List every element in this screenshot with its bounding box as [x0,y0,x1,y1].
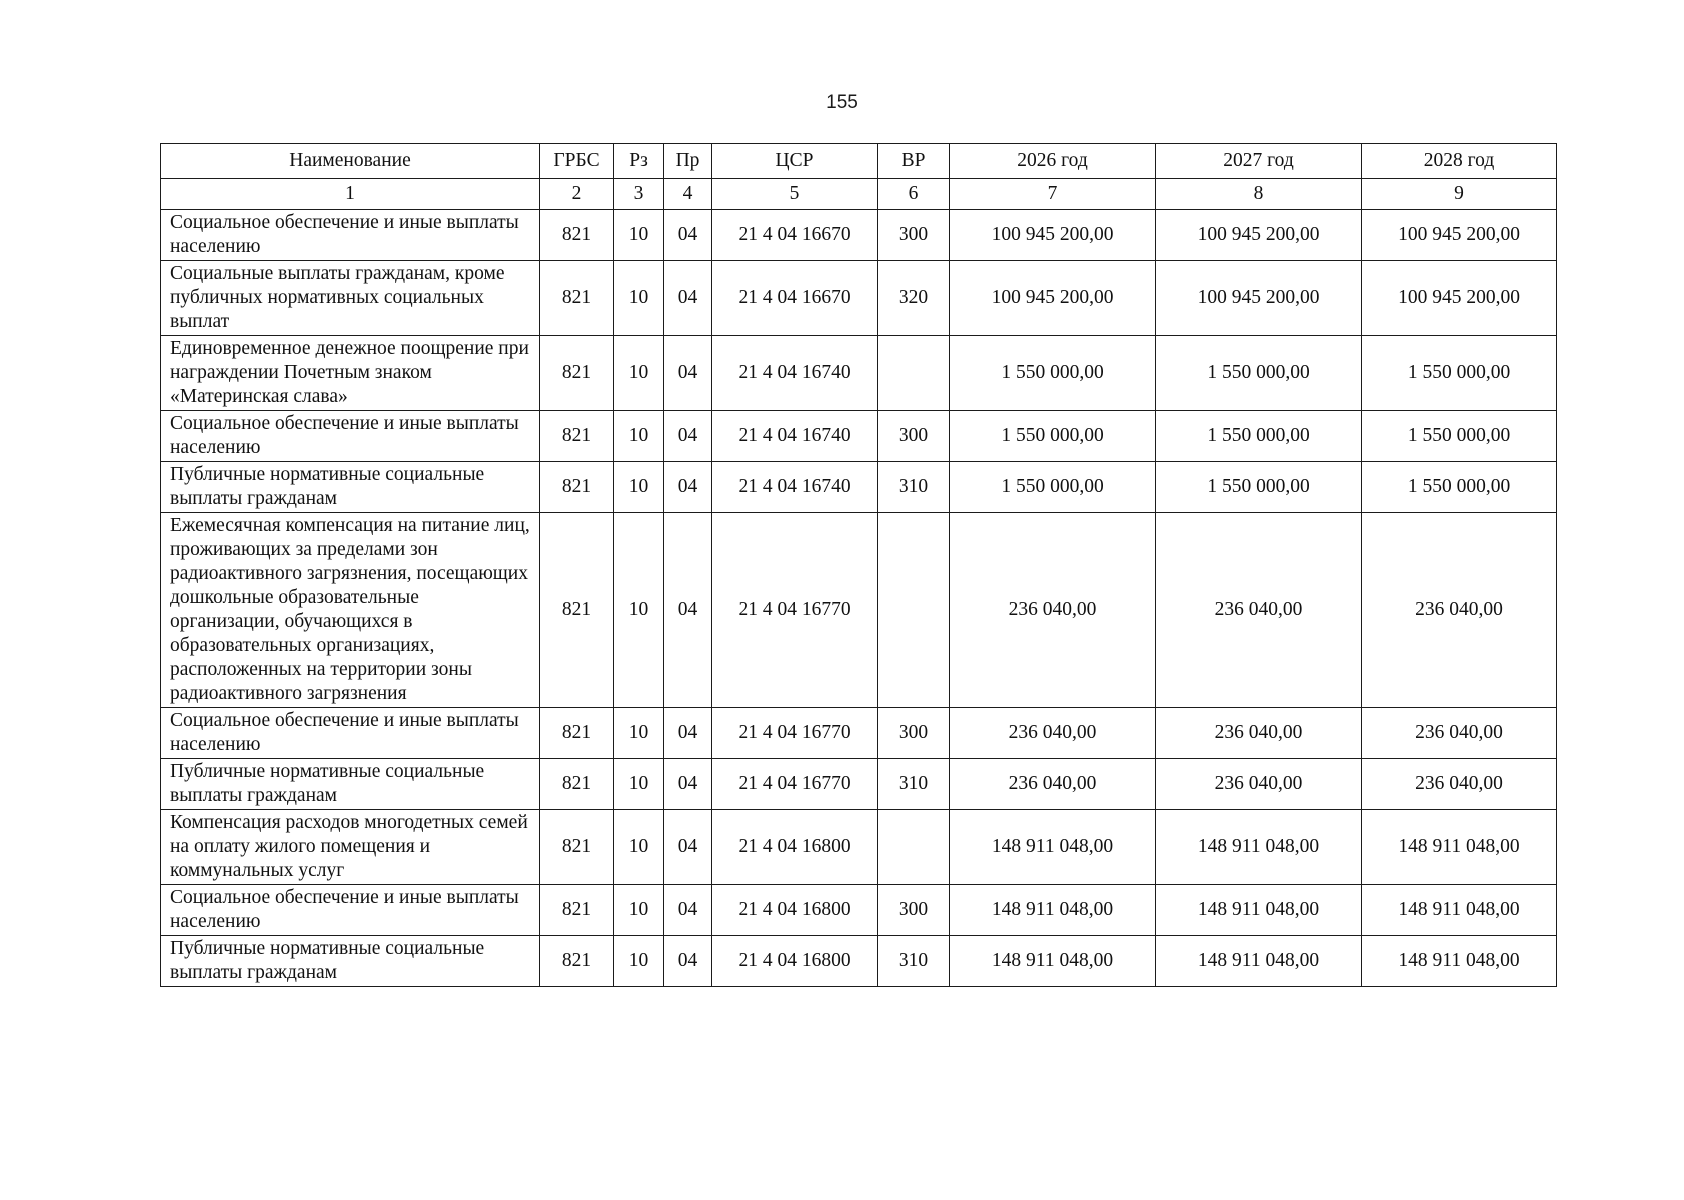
cell-name: Публичные нормативные социальные выплаты гражданам [161,462,540,513]
cell-csr: 21 4 04 16770 [712,759,878,810]
cell-grbs: 821 [540,885,614,936]
header-2028: 2028 год [1362,144,1557,179]
table-row [161,936,1557,987]
cell-grbs: 821 [540,411,614,462]
cell-2026-amount: 148 911 048,00 [950,885,1156,936]
table-row [161,411,1557,462]
cell-2027-amount: 148 911 048,00 [1156,810,1362,885]
cell-rz: 10 [614,759,664,810]
column-number: 7 [950,179,1156,210]
cell-2026-amount: 236 040,00 [950,708,1156,759]
cell-2028-amount: 1 550 000,00 [1362,462,1557,513]
table-row [161,885,1557,936]
cell-rz: 10 [614,885,664,936]
cell-pr: 04 [664,513,712,708]
cell-rz: 10 [614,513,664,708]
cell-csr: 21 4 04 16770 [712,513,878,708]
cell-vr: 300 [878,708,950,759]
cell-rz: 10 [614,936,664,987]
header-rz: Рз [614,144,664,179]
column-number: 1 [161,179,540,210]
cell-name: Социальное обеспечение и иные выплаты населению [161,885,540,936]
table-body [161,210,1557,987]
cell-2027-amount: 1 550 000,00 [1156,336,1362,411]
cell-2026-amount: 1 550 000,00 [950,462,1156,513]
header-csr: ЦСР [712,144,878,179]
cell-rz: 10 [614,210,664,261]
cell-2027-amount: 236 040,00 [1156,513,1362,708]
cell-grbs: 821 [540,261,614,336]
header-pr: Пр [664,144,712,179]
cell-2027-amount: 1 550 000,00 [1156,411,1362,462]
table-row [161,759,1557,810]
header-2026: 2026 год [950,144,1156,179]
cell-2027-amount: 1 550 000,00 [1156,462,1362,513]
cell-pr: 04 [664,411,712,462]
header-name: Наименование [161,144,540,179]
cell-2026-amount: 100 945 200,00 [950,261,1156,336]
cell-pr: 04 [664,336,712,411]
table-row [161,261,1557,336]
cell-pr: 04 [664,810,712,885]
cell-vr: 300 [878,210,950,261]
cell-csr: 21 4 04 16800 [712,885,878,936]
cell-2027-amount: 236 040,00 [1156,708,1362,759]
cell-vr [878,513,950,708]
cell-rz: 10 [614,336,664,411]
cell-rz: 10 [614,708,664,759]
cell-name: Публичные нормативные социальные выплаты гражданам [161,936,540,987]
cell-name: Социальное обеспечение и иные выплаты населению [161,708,540,759]
column-number: 6 [878,179,950,210]
table-row [161,336,1557,411]
cell-2026-amount: 148 911 048,00 [950,936,1156,987]
cell-rz: 10 [614,810,664,885]
header-grbs: ГРБС [540,144,614,179]
cell-pr: 04 [664,210,712,261]
cell-2028-amount: 236 040,00 [1362,759,1557,810]
cell-2028-amount: 100 945 200,00 [1362,210,1557,261]
cell-2028-amount: 148 911 048,00 [1362,810,1557,885]
cell-pr: 04 [664,936,712,987]
cell-pr: 04 [664,261,712,336]
table-row [161,462,1557,513]
cell-name: Ежемесячная компенсация на питание лиц, проживающих за пределами зон радиоактивного загрязнения, посещающих дошкольные образовательные организации, обучающихся в образовательных организациях, расположенных на территории зоны радиоактивного загрязнения [161,513,540,708]
cell-csr: 21 4 04 16740 [712,462,878,513]
cell-2026-amount: 236 040,00 [950,759,1156,810]
cell-name: Социальное обеспечение и иные выплаты населению [161,210,540,261]
cell-2028-amount: 148 911 048,00 [1362,936,1557,987]
budget-table [160,143,1557,987]
header-2027: 2027 год [1156,144,1362,179]
column-number-row [161,179,1557,210]
page-number: 155 [826,92,858,113]
cell-2028-amount: 236 040,00 [1362,708,1557,759]
cell-2026-amount: 1 550 000,00 [950,336,1156,411]
cell-2027-amount: 236 040,00 [1156,759,1362,810]
cell-vr [878,810,950,885]
cell-2027-amount: 148 911 048,00 [1156,936,1362,987]
cell-2026-amount: 236 040,00 [950,513,1156,708]
cell-2028-amount: 236 040,00 [1362,513,1557,708]
cell-2027-amount: 100 945 200,00 [1156,210,1362,261]
header-vr: ВР [878,144,950,179]
cell-csr: 21 4 04 16800 [712,936,878,987]
column-number: 9 [1362,179,1557,210]
cell-vr: 310 [878,759,950,810]
table-row [161,210,1557,261]
table-row [161,810,1557,885]
cell-2026-amount: 100 945 200,00 [950,210,1156,261]
column-number: 2 [540,179,614,210]
cell-vr: 310 [878,936,950,987]
cell-rz: 10 [614,411,664,462]
cell-grbs: 821 [540,462,614,513]
cell-vr [878,336,950,411]
cell-2028-amount: 148 911 048,00 [1362,885,1557,936]
cell-grbs: 821 [540,513,614,708]
cell-2026-amount: 148 911 048,00 [950,810,1156,885]
cell-csr: 21 4 04 16740 [712,411,878,462]
cell-grbs: 821 [540,759,614,810]
cell-2026-amount: 1 550 000,00 [950,411,1156,462]
cell-csr: 21 4 04 16800 [712,810,878,885]
cell-grbs: 821 [540,810,614,885]
cell-pr: 04 [664,462,712,513]
cell-csr: 21 4 04 16740 [712,336,878,411]
column-number: 3 [614,179,664,210]
cell-name: Единовременное денежное поощрение при награждении Почетным знаком «Материнская слава» [161,336,540,411]
cell-pr: 04 [664,885,712,936]
cell-2028-amount: 1 550 000,00 [1362,411,1557,462]
table-row [161,708,1557,759]
cell-name: Компенсация расходов многодетных семей на оплату жилого помещения и коммунальных услуг [161,810,540,885]
cell-csr: 21 4 04 16770 [712,708,878,759]
cell-2027-amount: 148 911 048,00 [1156,885,1362,936]
header-row [161,144,1557,179]
column-number: 5 [712,179,878,210]
cell-vr: 310 [878,462,950,513]
cell-2027-amount: 100 945 200,00 [1156,261,1362,336]
cell-csr: 21 4 04 16670 [712,210,878,261]
column-number: 4 [664,179,712,210]
cell-rz: 10 [614,261,664,336]
cell-vr: 300 [878,411,950,462]
cell-pr: 04 [664,759,712,810]
cell-2028-amount: 100 945 200,00 [1362,261,1557,336]
cell-name: Социальное обеспечение и иные выплаты населению [161,411,540,462]
cell-name: Социальные выплаты гражданам, кроме публичных нормативных социальных выплат [161,261,540,336]
cell-grbs: 821 [540,708,614,759]
cell-csr: 21 4 04 16670 [712,261,878,336]
cell-grbs: 821 [540,210,614,261]
cell-pr: 04 [664,708,712,759]
cell-2028-amount: 1 550 000,00 [1362,336,1557,411]
table-row [161,513,1557,708]
cell-grbs: 821 [540,936,614,987]
cell-rz: 10 [614,462,664,513]
cell-grbs: 821 [540,336,614,411]
cell-vr: 320 [878,261,950,336]
cell-vr: 300 [878,885,950,936]
column-number: 8 [1156,179,1362,210]
cell-name: Публичные нормативные социальные выплаты гражданам [161,759,540,810]
